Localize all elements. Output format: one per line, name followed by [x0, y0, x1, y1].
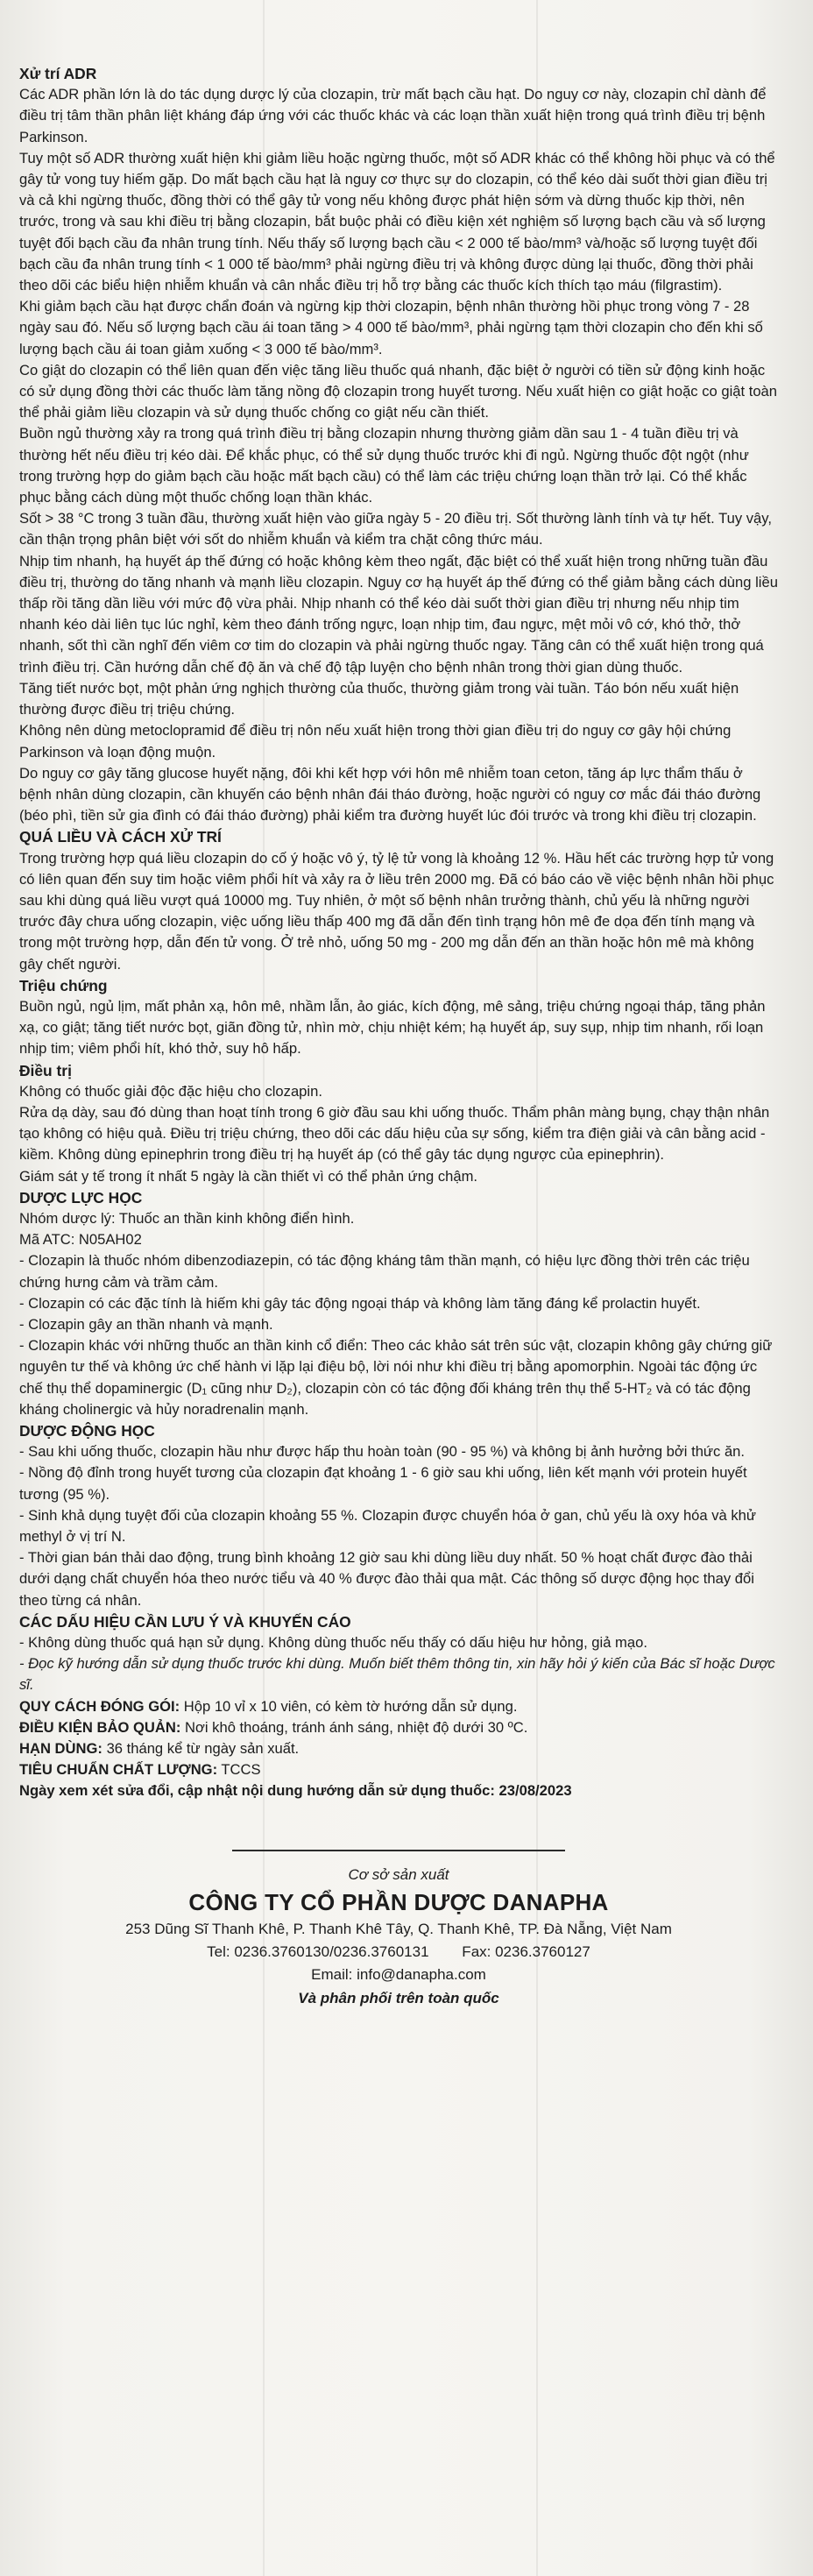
- adr-paragraph: Không nên dùng metoclopramid để điều trị nôn nếu xuất hiện trong thời gian điều trị do nguy cơ gây hội chứng Parkinson và loạn động muộn.: [19, 722, 732, 761]
- pharmacokinetics-point: - Sau khi uống thuốc, clozapin hầu như được hấp thu hoàn toàn (90 - 95 %) và không bị ảnh hưởng bởi thức ăn.: [19, 1443, 746, 1461]
- leaflet-content: [19, 63, 778, 2011]
- storage-label: ĐIỀU KIỆN BẢO QUẢN:: [19, 1718, 181, 1736]
- pharmacokinetics-point: - Thời gian bán thải dao động, trung bình khoảng 12 giờ sau khi dùng liều duy nhất. 50 % hoạt chất được đào thải dưới dạng chất chuyển hóa theo nước tiểu và 40 % được đào thải qua mật. Các thông số dược động học thay đổi theo từng cá nhân.: [19, 1549, 754, 1609]
- expiry-label: HẠN DÙNG:: [19, 1740, 103, 1758]
- paper-fold-line: [263, 0, 265, 2576]
- adr-paragraph: Khi giảm bạch cầu hạt được chẩn đoán và ngừng kịp thời clozapin, bệnh nhân thường hồi phục trong vòng 7 - 28 ngày sau đó. Nếu số lượng bạch cầu ái toan tăng > 4 000 tế bào/mm³, phải ngừng tạm thời clozapin cho đến khi số lượng bạch cầu ái toan giảm xuống < 3 000 tế bào/mm³.: [19, 298, 763, 357]
- storage-value: Nơi khô thoáng, tránh ánh sáng, nhiệt độ dưới 30 ºC.: [180, 1718, 528, 1736]
- overdose-heading: QUÁ LIỀU VÀ CÁCH XỬ TRÍ: [19, 828, 222, 846]
- symptoms-text: Buồn ngủ, ngủ lịm, mất phản xạ, hôn mê, nhầm lẫn, ảo giác, kích động, mê sảng, triệu chứng ngoại tháp, tăng phản xạ, co giật; tăng tiết nước bọt, giãn đồng tử, nhìn mờ, chịu nhiệt kém; hạ huyết áp, suy sụp, nhịp tim nhanh, rối loạn nhịp tim; viêm phổi hít, khó thở, suy hô hấp.: [19, 997, 766, 1058]
- pharmacodynamics-heading: DƯỢC LỰC HỌC: [19, 1188, 143, 1207]
- adr-paragraph: Sốt > 38 °C trong 3 tuần đầu, thường xuất hiện vào giữa ngày 5 - 20 điều trị. Sốt thường lành tính và tự hết. Tuy vậy, cần thận trọng phân biệt với sốt do nhiễm khuẩn và kiểm tra chặt công thức máu.: [19, 510, 772, 548]
- expiry-row: [19, 1738, 778, 1759]
- pharmacodynamics-point: - Clozapin có các đặc tính là hiếm khi gây tác động ngoại tháp và không làm tăng đáng kể prolactin huyết.: [19, 1294, 701, 1312]
- pharmacokinetics-point: - Nồng độ đỉnh trong huyết tương của clozapin đạt khoảng 1 - 6 giờ sau khi uống, liên kết mạnh với protein huyết tương (95 %).: [19, 1464, 747, 1503]
- storage-row: [19, 1717, 778, 1738]
- packing-label: QUY CÁCH ĐÓNG GÓI:: [19, 1697, 180, 1715]
- pharmacodynamics-point: - Clozapin là thuốc nhóm dibenzodiazepin, có tác động kháng tâm thần mạnh, có hiệu lực đồng thời trên các triệu chứng hưng cảm và trầm cảm.: [19, 1252, 750, 1291]
- warning-line: - Không dùng thuốc quá hạn sử dụng. Không dùng thuốc nếu thấy có dấu hiệu hư hỏng, giả mạo.: [19, 1634, 647, 1652]
- atc-code: Mã ATC: N05AH02: [19, 1231, 142, 1249]
- paper-fold-line: [536, 0, 538, 2576]
- symptoms-heading: Triệu chứng: [19, 976, 108, 994]
- adr-heading: Xử trí ADR: [19, 65, 97, 82]
- adr-paragraph: Co giật do clozapin có thể liên quan đến việc tăng liều thuốc quá nhanh, đặc biệt ở người có tiền sử động kinh hoặc có sử dụng đồng thời các thuốc làm tăng nồng độ clozapin trong huyết tương. Nếu xuất hiện co giật hoặc co giật toàn thể phải giảm liều clozapin và sử dụng thuốc chống co giật nếu cần thiết.: [19, 361, 778, 421]
- packing-value: Hộp 10 vỉ x 10 viên, có kèm tờ hướng dẫn sử dụng.: [180, 1697, 518, 1715]
- standard-label: TIÊU CHUẨN CHẤT LƯỢNG:: [19, 1761, 218, 1779]
- treatment-text: Giám sát y tế trong ít nhất 5 ngày là cần thiết vì có thể phản ứng chậm.: [19, 1167, 478, 1185]
- adr-paragraph: Do nguy cơ gây tăng glucose huyết nặng, đôi khi kết hợp với hôn mê nhiễm toan ceton, tăng áp lực thẩm thấu ở bệnh nhân dùng clozapin, cần khuyến cáo bệnh nhân đái tháo đường, hoặc người có nguy cơ mắc đái tháo đường (béo phì, tiền sử gia đình có đái tháo đường) phải kiểm tra đường huyết lúc đói trước và trong khi điều trị clozapin.: [19, 764, 761, 824]
- treatment-text: Không có thuốc giải độc đặc hiệu cho clozapin.: [19, 1082, 322, 1100]
- distribution-note: Và phân phối trên toàn quốc: [298, 1989, 499, 2006]
- expiry-value: 36 tháng kể từ ngày sản xuất.: [102, 1740, 300, 1758]
- pharmacokinetics-heading: DƯỢC ĐỘNG HỌC: [19, 1422, 155, 1440]
- adr-paragraph: Nhịp tim nhanh, hạ huyết áp thế đứng có hoặc không kèm theo ngất, đặc biệt có thể xuất hiện trong những tuần đầu điều trị, thường do tăng nhanh và mạnh liều clozapin. Nguy cơ hạ huyết áp thế đứng có thể giảm bằng cách dùng liều thấp rồi tăng dần liều với mức độ vừa phải. Nhịp nhanh có thể kéo dài suốt thời gian điều trị nhưng nếu nhịp tim nhanh kéo dài liên tục lúc nghỉ, kèm theo đánh trống ngực, loạn nhịp tim, đau ngực, mệt mỏi vô cớ, khó thở, thở nhanh, sốt thì cần nghĩ đến viêm cơ tim do clozapin và phải ngừng thuốc ngay. Tăng cân có thể xuất hiện trong quá trình điều trị. Cần hướng dẫn chế độ ăn và chế độ tập luyện cho bệnh nhân trong thời gian dùng thuốc.: [19, 552, 778, 676]
- review-date: Ngày xem xét sửa đổi, cập nhật nội dung hướng dẫn sử dụng thuốc: 23/08/2023: [19, 1782, 572, 1800]
- warning-line-italic: - Đọc kỹ hướng dẫn sử dụng thuốc trước khi dùng. Muốn biết thêm thông tin, xin hãy hỏi ý kiến của Bác sĩ hoặc Dược sĩ.: [19, 1655, 775, 1694]
- adr-paragraph: Tuy một số ADR thường xuất hiện khi giảm liều hoặc ngừng thuốc, một số ADR khác có thể không hồi phục và có thể gây tử vong tuy hiếm gặp. Do mất bạch cầu hạt là nguy cơ thực sự do clozapin, có thể kéo dài suốt thời gian điều trị và cả khi ngừng thuốc, đồng thời có thể gây tử vong nếu không được phát hiện sớm và dừng thuốc kịp thời, nên trước, trong và sau khi điều trị bằng clozapin, bắt buộc phải có điều kiện xét nghiệm số lượng bạch cầu và số lượng tuyệt đối bạch cầu đa nhân trung tính. Nếu thấy số lượng bạch cầu < 2 000 tế bào/mm³ và/hoặc số lượng tuyệt đối bạch cầu đa nhân trung tính < 1 000 tế bào/mm³ phải ngừng điều trị và không được dùng lại thuốc, đồng thời phải theo dõi các biểu hiện nhiễm khuẩn và cân nhắc điều trị hỗ trợ bằng các thuốc kích thích tạo máu (filgrastim).: [19, 149, 775, 294]
- company-phone-fax: Tel: 0236.3760130/0236.3760131 Fax: 0236.3760127: [207, 1943, 590, 1960]
- adr-paragraph: Các ADR phần lớn là do tác dụng dược lý của clozapin, trừ mất bạch cầu hạt. Do nguy cơ này, clozapin chỉ dành để điều trị tâm thần phân liệt kháng đáp ứng với các thuốc khác và các loạn thần xuất hiện trong quá trình điều trị bệnh Parkinson.: [19, 86, 767, 145]
- company-address: 253 Dũng Sĩ Thanh Khê, P. Thanh Khê Tây, Q. Thanh Khê, TP. Đà Nẵng, Việt Nam: [125, 1920, 672, 1937]
- manufacturer-footer: [19, 1850, 778, 2011]
- company-name: CÔNG TY CỔ PHẦN DƯỢC DANAPHA: [188, 1888, 609, 1915]
- pharmacodynamics-point: - Clozapin khác với những thuốc an thần kinh cổ điển: Theo các khảo sát trên súc vật, clozapin không gây chứng giữ nguyên tư thế và không ức chế hành vi lặp lại điệu bộ, lời nói như khi điều trị bằng apomorphin. Ngoài tác động ức chế thụ thể dopaminergic (D₁ cũng như D₂), clozapin còn có tác động đối kháng trên thụ thể 5-HT₂ và có tác động kháng cholinergic và hủy noradrenalin mạnh.: [19, 1337, 773, 1418]
- footer-divider: [232, 1850, 565, 1851]
- adr-paragraph: Buồn ngủ thường xảy ra trong quá trình điều trị bằng clozapin nhưng thường giảm dần sau 1 - 4 tuần điều trị và thường hết nếu điều trị kéo dài. Để khắc phục, có thể sử dụng thuốc trước khi đi ngủ. Ngừng thuốc đột ngột (như trong trường hợp do giảm bạch cầu hoặc mất bạch cầu) có thể làm các triệu chứng loạn thần trở lại. Có thể khắc phục bằng cách dùng một thuốc chống loạn thần khác.: [19, 425, 749, 506]
- pharmacologic-group: Nhóm dược lý: Thuốc an thần kinh không điển hình.: [19, 1209, 355, 1227]
- warnings-heading: CÁC DẤU HIỆU CẦN LƯU Ý VÀ KHUYẾN CÁO: [19, 1612, 351, 1631]
- pharmacokinetics-point: - Sinh khả dụng tuyệt đối của clozapin khoảng 55 %. Clozapin được chuyển hóa ở gan, chủ yếu là oxy hóa và khử methyl ở vị trí N.: [19, 1506, 757, 1546]
- company-email: Email: info@danapha.com: [311, 1965, 486, 1983]
- packing-row: [19, 1696, 778, 1717]
- adr-paragraph: Tăng tiết nước bọt, một phản ứng nghịch thường của thuốc, thường giảm trong vài tuần. Táo bón nếu xuất hiện thường được điều trị triệu chứng.: [19, 679, 739, 718]
- standard-value: TCCS: [217, 1761, 261, 1779]
- standard-row: [19, 1759, 778, 1780]
- produced-at-label: Cơ sở sản xuất: [348, 1865, 449, 1883]
- pharmacodynamics-point: - Clozapin gây an thần nhanh và mạnh.: [19, 1315, 273, 1333]
- treatment-text: Rửa dạ dày, sau đó dùng than hoạt tính trong 6 giờ đầu sau khi uống thuốc. Thẩm phân màng bụng, chạy thận nhân tạo không có hiệu quả. Điều trị triệu chứng, theo dõi các dấu hiệu của sự sống, kiểm tra điện giải và cân bằng acid - kiềm. Không dùng epinephrin trong điều trị hạ huyết áp (có thể gây tác dụng ngược của epinephrin).: [19, 1103, 770, 1164]
- treatment-heading: Điều trị: [19, 1061, 72, 1079]
- overdose-intro: Trong trường hợp quá liều clozapin do cố ý hoặc vô ý, tỷ lệ tử vong là khoảng 12 %. Hầu hết các trường hợp tử vong có liên quan đến suy tim hoặc viêm phổi hít và xảy ra ở liều trên 2000 mg. Đã có báo cáo về việc bệnh nhân hồi phục sau khi dùng quá liều vượt quá 10000 mg. Tuy nhiên, ở một số bệnh nhân trưởng thành, chủ yếu là những người trước đây chưa uống clozapin, việc uống liều thấp 400 mg đã dẫn đến tình trạng hôn mê đe dọa đến tính mạng và trong một trường hợp, dẫn đến tử vong. Ở trẻ nhỏ, uống 50 mg - 200 mg dẫn đến an thần hoặc hôn mê mà không gây chết người.: [19, 849, 774, 973]
